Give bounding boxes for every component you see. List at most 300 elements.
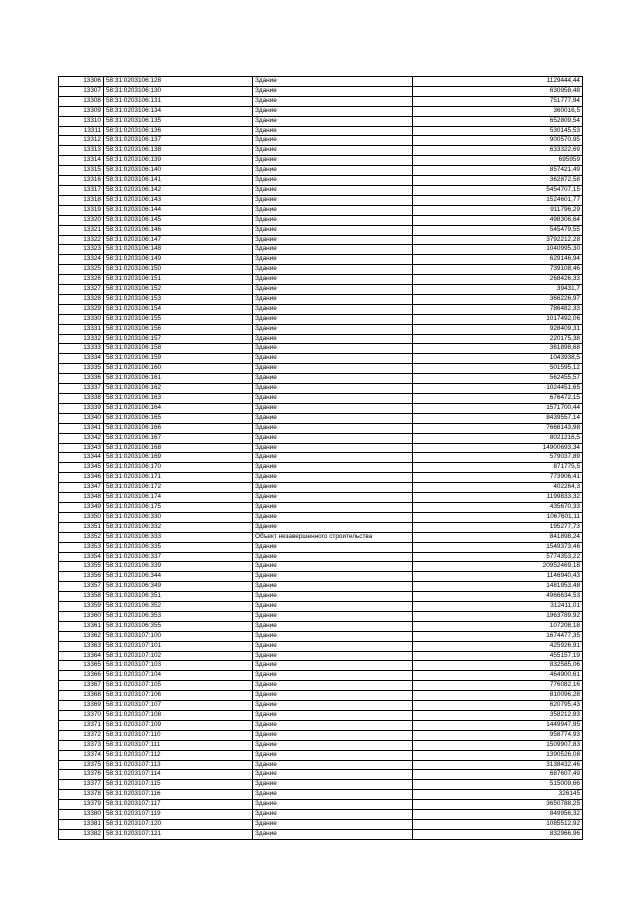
object-type-cell: Здание — [253, 423, 413, 433]
cadastral-value-cell: 810096,28 — [413, 691, 583, 701]
cadastral-value-cell: 360016,5 — [413, 106, 583, 116]
object-type-cell: Здание — [253, 483, 413, 493]
row-number-cell: 13372 — [59, 730, 104, 740]
object-type-cell: Здание — [253, 711, 413, 721]
row-number-cell: 13345 — [59, 463, 104, 473]
object-type-cell: Здание — [253, 176, 413, 186]
object-type-cell: Здание — [253, 126, 413, 136]
cadastral-number-cell: 58:31:0203106:137 — [104, 136, 253, 146]
object-type-cell: Здание — [253, 413, 413, 423]
table-row — [59, 265, 583, 275]
cadastral-number-cell: 58:31:0203106:351 — [104, 592, 253, 602]
table-row — [59, 136, 583, 146]
object-type-cell: Здание — [253, 819, 413, 829]
table-row — [59, 443, 583, 453]
row-number-cell: 13351 — [59, 522, 104, 532]
row-number-cell: 13329 — [59, 304, 104, 314]
table-row — [59, 819, 583, 829]
table-row — [59, 156, 583, 166]
cadastral-number-cell: 58:31:0203106:175 — [104, 502, 253, 512]
row-number-cell: 13382 — [59, 829, 104, 839]
object-type-cell: Здание — [253, 572, 413, 582]
row-number-cell: 13318 — [59, 195, 104, 205]
cadastral-value-cell: 1085512,92 — [413, 819, 583, 829]
object-type-cell: Здание — [253, 374, 413, 384]
row-number-cell: 13314 — [59, 156, 104, 166]
object-type-cell: Здание — [253, 740, 413, 750]
row-number-cell: 13309 — [59, 106, 104, 116]
object-type-cell: Здание — [253, 720, 413, 730]
row-number-cell: 13342 — [59, 433, 104, 443]
cadastral-value-cell: 652809,54 — [413, 116, 583, 126]
cadastral-value-cell: 361898,68 — [413, 344, 583, 354]
row-number-cell: 13315 — [59, 166, 104, 176]
cadastral-value-cell: 562455,57 — [413, 374, 583, 384]
row-number-cell: 13327 — [59, 285, 104, 295]
table-row — [59, 195, 583, 205]
cadastral-number-cell: 58:31:0203107:112 — [104, 750, 253, 760]
cadastral-number-cell: 58:31:0203106:157 — [104, 334, 253, 344]
table-body — [59, 77, 583, 840]
cadastral-number-cell: 58:31:0203106:355 — [104, 621, 253, 631]
table-row — [59, 750, 583, 760]
object-type-cell: Здание — [253, 770, 413, 780]
object-type-cell: Здание — [253, 602, 413, 612]
object-type-cell: Здание — [253, 641, 413, 651]
cadastral-value-cell: 1449947,95 — [413, 720, 583, 730]
row-number-cell: 13337 — [59, 384, 104, 394]
cadastral-number-cell: 58:31:0203106:152 — [104, 285, 253, 295]
table-row — [59, 364, 583, 374]
cadastral-value-cell: 1067601,11 — [413, 512, 583, 522]
document-page — [58, 76, 582, 840]
cadastral-number-cell: 58:31:0203106:139 — [104, 156, 253, 166]
row-number-cell: 13320 — [59, 215, 104, 225]
object-type-cell: Здание — [253, 96, 413, 106]
table-row — [59, 720, 583, 730]
cadastral-number-cell: 58:31:0203106:158 — [104, 344, 253, 354]
cadastral-number-cell: 58:31:0203106:130 — [104, 86, 253, 96]
row-number-cell: 13339 — [59, 403, 104, 413]
object-type-cell: Здание — [253, 651, 413, 661]
row-number-cell: 13350 — [59, 512, 104, 522]
row-number-cell: 13334 — [59, 354, 104, 364]
object-type-cell: Здание — [253, 582, 413, 592]
row-number-cell: 13326 — [59, 275, 104, 285]
table-row — [59, 215, 583, 225]
cadastral-number-cell: 58:31:0203107:107 — [104, 701, 253, 711]
cadastral-value-cell: 312411,01 — [413, 602, 583, 612]
cadastral-number-cell: 58:31:0203106:335 — [104, 542, 253, 552]
cadastral-value-cell: 498306,64 — [413, 215, 583, 225]
cadastral-number-cell: 58:31:0203106:136 — [104, 126, 253, 136]
cadastral-number-cell: 58:31:0203106:168 — [104, 443, 253, 453]
row-number-cell: 13306 — [59, 77, 104, 87]
cadastral-value-cell: 545479,55 — [413, 225, 583, 235]
object-type-cell: Здание — [253, 800, 413, 810]
cadastral-number-cell: 58:31:0203106:171 — [104, 473, 253, 483]
table-row — [59, 374, 583, 384]
cadastral-number-cell: 58:31:0203107:115 — [104, 780, 253, 790]
row-number-cell: 13370 — [59, 711, 104, 721]
cadastral-value-cell: 3792212,28 — [413, 235, 583, 245]
table-row — [59, 681, 583, 691]
object-type-cell: Здание — [253, 106, 413, 116]
table-row — [59, 740, 583, 750]
row-number-cell: 13374 — [59, 750, 104, 760]
cadastral-number-cell: 58:31:0203106:339 — [104, 562, 253, 572]
row-number-cell: 13379 — [59, 800, 104, 810]
row-number-cell: 13340 — [59, 413, 104, 423]
table-row — [59, 671, 583, 681]
object-type-cell: Здание — [253, 552, 413, 562]
row-number-cell: 13373 — [59, 740, 104, 750]
cadastral-value-cell: 220175,38 — [413, 334, 583, 344]
cadastral-number-cell: 58:31:0203106:153 — [104, 294, 253, 304]
object-type-cell: Здание — [253, 245, 413, 255]
table-row — [59, 255, 583, 265]
cadastral-value-cell: 849956,32 — [413, 810, 583, 820]
table-row — [59, 552, 583, 562]
object-type-cell: Здание — [253, 473, 413, 483]
cadastral-value-cell: 107208,18 — [413, 621, 583, 631]
cadastral-number-cell: 58:31:0203106:160 — [104, 364, 253, 374]
cadastral-number-cell: 58:31:0203107:120 — [104, 819, 253, 829]
cadastral-value-cell: 579037,89 — [413, 453, 583, 463]
object-type-cell: Здание — [253, 255, 413, 265]
cadastral-value-cell: 1040995,30 — [413, 245, 583, 255]
cadastral-number-cell: 58:31:0203106:141 — [104, 176, 253, 186]
object-type-cell: Здание — [253, 354, 413, 364]
cadastral-value-cell: 786482,33 — [413, 304, 583, 314]
table-row — [59, 661, 583, 671]
object-type-cell: Объект незавершенного строительства — [253, 532, 413, 542]
cadastral-value-cell: 3138432,46 — [413, 760, 583, 770]
table-row — [59, 582, 583, 592]
object-type-cell: Здание — [253, 463, 413, 473]
row-number-cell: 13333 — [59, 344, 104, 354]
cadastral-number-cell: 58:31:0203106:332 — [104, 522, 253, 532]
object-type-cell: Здание — [253, 542, 413, 552]
cadastral-value-cell: 326145 — [413, 790, 583, 800]
cadastral-value-cell: 928409,31 — [413, 324, 583, 334]
cadastral-value-cell: 7666143,98 — [413, 423, 583, 433]
cadastral-number-cell: 58:31:0203106:135 — [104, 116, 253, 126]
table-row — [59, 96, 583, 106]
row-number-cell: 13360 — [59, 611, 104, 621]
table-row — [59, 334, 583, 344]
cadastral-number-cell: 58:31:0203106:353 — [104, 611, 253, 621]
cadastral-value-cell: 1390526,08 — [413, 750, 583, 760]
table-row — [59, 572, 583, 582]
row-number-cell: 13328 — [59, 294, 104, 304]
object-type-cell: Здание — [253, 433, 413, 443]
object-type-cell: Здание — [253, 225, 413, 235]
table-row — [59, 354, 583, 364]
cadastral-number-cell: 58:31:0203107:106 — [104, 691, 253, 701]
table-row — [59, 384, 583, 394]
cadastral-value-cell: 1199833,32 — [413, 493, 583, 503]
table-row — [59, 512, 583, 522]
row-number-cell: 13325 — [59, 265, 104, 275]
table-row — [59, 542, 583, 552]
row-number-cell: 13324 — [59, 255, 104, 265]
cadastral-number-cell: 58:31:0203106:134 — [104, 106, 253, 116]
cadastral-number-cell: 58:31:0203107:116 — [104, 790, 253, 800]
table-row — [59, 790, 583, 800]
table-row — [59, 285, 583, 295]
cadastral-value-cell: 39431,7 — [413, 285, 583, 295]
table-row — [59, 304, 583, 314]
cadastral-number-cell: 58:31:0203106:169 — [104, 453, 253, 463]
cadastral-number-cell: 58:31:0203107:100 — [104, 631, 253, 641]
object-type-cell: Здание — [253, 760, 413, 770]
row-number-cell: 13356 — [59, 572, 104, 582]
table-row — [59, 453, 583, 463]
row-number-cell: 13319 — [59, 205, 104, 215]
object-type-cell: Здание — [253, 790, 413, 800]
table-row — [59, 225, 583, 235]
row-number-cell: 13364 — [59, 651, 104, 661]
table-row — [59, 621, 583, 631]
object-type-cell: Здание — [253, 235, 413, 245]
row-number-cell: 13344 — [59, 453, 104, 463]
cadastral-number-cell: 58:31:0203106:144 — [104, 205, 253, 215]
cadastral-number-cell: 58:31:0203106:330 — [104, 512, 253, 522]
table-row — [59, 176, 583, 186]
cadastral-value-cell: 739108,46 — [413, 265, 583, 275]
cadastral-number-cell: 58:31:0203106:151 — [104, 275, 253, 285]
cadastral-number-cell: 58:31:0203106:142 — [104, 185, 253, 195]
table-row — [59, 324, 583, 334]
object-type-cell: Здание — [253, 592, 413, 602]
cadastral-number-cell: 58:31:0203106:167 — [104, 433, 253, 443]
row-number-cell: 13353 — [59, 542, 104, 552]
cadastral-value-cell: 20952469,18 — [413, 562, 583, 572]
object-type-cell: Здание — [253, 275, 413, 285]
object-type-cell: Здание — [253, 780, 413, 790]
cadastral-number-cell: 58:31:0203106:344 — [104, 572, 253, 582]
object-type-cell: Здание — [253, 502, 413, 512]
table-row — [59, 602, 583, 612]
row-number-cell: 13348 — [59, 493, 104, 503]
cadastral-number-cell: 58:31:0203106:174 — [104, 493, 253, 503]
cadastral-value-cell: 362872,58 — [413, 176, 583, 186]
cadastral-value-cell: 1481953,48 — [413, 582, 583, 592]
cadastral-value-cell: 1024451,65 — [413, 384, 583, 394]
object-type-cell: Здание — [253, 829, 413, 839]
cadastral-number-cell: 58:31:0203106:172 — [104, 483, 253, 493]
table-row — [59, 562, 583, 572]
cadastral-number-cell: 58:31:0203106:147 — [104, 235, 253, 245]
table-row — [59, 701, 583, 711]
object-type-cell: Здание — [253, 185, 413, 195]
cadastral-number-cell: 58:31:0203107:105 — [104, 681, 253, 691]
object-type-cell: Здание — [253, 512, 413, 522]
object-type-cell: Здание — [253, 324, 413, 334]
table-row — [59, 651, 583, 661]
cadastral-value-cell: 773906,41 — [413, 473, 583, 483]
row-number-cell: 13307 — [59, 86, 104, 96]
cadastral-number-cell: 58:31:0203106:138 — [104, 146, 253, 156]
cadastral-number-cell: 58:31:0203106:140 — [104, 166, 253, 176]
cadastral-value-cell: 1017492,06 — [413, 314, 583, 324]
table-row — [59, 631, 583, 641]
cadastral-value-cell: 620795,43 — [413, 701, 583, 711]
row-number-cell: 13310 — [59, 116, 104, 126]
cadastral-number-cell: 58:31:0203106:154 — [104, 304, 253, 314]
cadastral-value-cell: 633322,69 — [413, 146, 583, 156]
row-number-cell: 13366 — [59, 671, 104, 681]
row-number-cell: 13377 — [59, 780, 104, 790]
cadastral-number-cell: 58:31:0203106:349 — [104, 582, 253, 592]
table-row — [59, 592, 583, 602]
table-row — [59, 493, 583, 503]
object-type-cell: Здание — [253, 522, 413, 532]
cadastral-number-cell: 58:31:0203106:163 — [104, 394, 253, 404]
table-row — [59, 730, 583, 740]
cadastral-value-cell: 695959 — [413, 156, 583, 166]
cadastral-value-cell: 501595,12 — [413, 364, 583, 374]
row-number-cell: 13371 — [59, 720, 104, 730]
row-number-cell: 13354 — [59, 552, 104, 562]
cadastral-value-cell: 3650788,25 — [413, 800, 583, 810]
row-number-cell: 13361 — [59, 621, 104, 631]
cadastral-value-cell: 857421,49 — [413, 166, 583, 176]
cadastral-number-cell: 58:31:0203106:166 — [104, 423, 253, 433]
object-type-cell: Здание — [253, 621, 413, 631]
cadastral-number-cell: 58:31:0203106:165 — [104, 413, 253, 423]
table-row — [59, 502, 583, 512]
row-number-cell: 13316 — [59, 176, 104, 186]
table-row — [59, 611, 583, 621]
object-type-cell: Здание — [253, 562, 413, 572]
row-number-cell: 13313 — [59, 146, 104, 156]
object-type-cell: Здание — [253, 136, 413, 146]
cadastral-value-cell: 464900,61 — [413, 671, 583, 681]
cadastral-number-cell: 58:31:0203106:162 — [104, 384, 253, 394]
object-type-cell: Здание — [253, 285, 413, 295]
table-row — [59, 166, 583, 176]
row-number-cell: 13368 — [59, 691, 104, 701]
object-type-cell: Здание — [253, 364, 413, 374]
row-number-cell: 13347 — [59, 483, 104, 493]
cadastral-value-cell: 630958,48 — [413, 86, 583, 96]
table-row — [59, 711, 583, 721]
row-number-cell: 13376 — [59, 770, 104, 780]
cadastral-number-cell: 58:31:0203107:119 — [104, 810, 253, 820]
row-number-cell: 13308 — [59, 96, 104, 106]
cadastral-value-cell: 776082,16 — [413, 681, 583, 691]
cadastral-value-cell: 751777,94 — [413, 96, 583, 106]
table-row — [59, 205, 583, 215]
object-type-cell: Здание — [253, 265, 413, 275]
row-number-cell: 13357 — [59, 582, 104, 592]
cadastral-number-cell: 58:31:0203106:333 — [104, 532, 253, 542]
cadastral-value-cell: 676472,15 — [413, 394, 583, 404]
object-type-cell: Здание — [253, 195, 413, 205]
object-type-cell: Здание — [253, 810, 413, 820]
cadastral-value-table — [58, 76, 583, 840]
table-row — [59, 394, 583, 404]
cadastral-value-cell: 358212,83 — [413, 711, 583, 721]
cadastral-number-cell: 58:31:0203106:159 — [104, 354, 253, 364]
object-type-cell: Здание — [253, 750, 413, 760]
cadastral-number-cell: 58:31:0203106:337 — [104, 552, 253, 562]
row-number-cell: 13381 — [59, 819, 104, 829]
object-type-cell: Здание — [253, 691, 413, 701]
cadastral-value-cell: 1674477,35 — [413, 631, 583, 641]
object-type-cell: Здание — [253, 166, 413, 176]
row-number-cell: 13380 — [59, 810, 104, 820]
row-number-cell: 13352 — [59, 532, 104, 542]
cadastral-number-cell: 58:31:0203107:101 — [104, 641, 253, 651]
cadastral-value-cell: 832585,06 — [413, 661, 583, 671]
row-number-cell: 13321 — [59, 225, 104, 235]
row-number-cell: 13330 — [59, 314, 104, 324]
cadastral-value-cell: 268426,33 — [413, 275, 583, 285]
cadastral-value-cell: 455157,19 — [413, 651, 583, 661]
cadastral-number-cell: 58:31:0203107:102 — [104, 651, 253, 661]
cadastral-number-cell: 58:31:0203106:352 — [104, 602, 253, 612]
cadastral-value-cell: 841898,24 — [413, 532, 583, 542]
cadastral-value-cell: 1963789,92 — [413, 611, 583, 621]
object-type-cell: Здание — [253, 631, 413, 641]
table-row — [59, 344, 583, 354]
object-type-cell: Здание — [253, 86, 413, 96]
table-row — [59, 275, 583, 285]
object-type-cell: Здание — [253, 205, 413, 215]
cadastral-number-cell: 58:31:0203107:109 — [104, 720, 253, 730]
object-type-cell: Здание — [253, 493, 413, 503]
row-number-cell: 13378 — [59, 790, 104, 800]
row-number-cell: 13317 — [59, 185, 104, 195]
object-type-cell: Здание — [253, 403, 413, 413]
cadastral-value-cell: 4966634,53 — [413, 592, 583, 602]
cadastral-value-cell: 958774,93 — [413, 730, 583, 740]
object-type-cell: Здание — [253, 611, 413, 621]
object-type-cell: Здание — [253, 156, 413, 166]
row-number-cell: 13355 — [59, 562, 104, 572]
table-row — [59, 483, 583, 493]
cadastral-value-cell: 832966,96 — [413, 829, 583, 839]
cadastral-number-cell: 58:31:0203106:161 — [104, 374, 253, 384]
row-number-cell: 13323 — [59, 245, 104, 255]
table-row — [59, 433, 583, 443]
object-type-cell: Здание — [253, 671, 413, 681]
table-row — [59, 126, 583, 136]
table-row — [59, 413, 583, 423]
table-row — [59, 532, 583, 542]
cadastral-number-cell: 58:31:0203106:155 — [104, 314, 253, 324]
row-number-cell: 13311 — [59, 126, 104, 136]
row-number-cell: 13367 — [59, 681, 104, 691]
row-number-cell: 13375 — [59, 760, 104, 770]
row-number-cell: 13343 — [59, 443, 104, 453]
cadastral-number-cell: 58:31:0203106:148 — [104, 245, 253, 255]
cadastral-number-cell: 58:31:0203107:114 — [104, 770, 253, 780]
cadastral-value-cell: 8021216,5 — [413, 433, 583, 443]
cadastral-number-cell: 58:31:0203106:131 — [104, 96, 253, 106]
cadastral-number-cell: 58:31:0203106:164 — [104, 403, 253, 413]
cadastral-value-cell: 1146940,43 — [413, 572, 583, 582]
cadastral-number-cell: 58:31:0203107:103 — [104, 661, 253, 671]
table-row — [59, 463, 583, 473]
cadastral-value-cell: 1509907,83 — [413, 740, 583, 750]
cadastral-number-cell: 58:31:0203106:128 — [104, 77, 253, 87]
table-row — [59, 116, 583, 126]
cadastral-number-cell: 58:31:0203106:143 — [104, 195, 253, 205]
